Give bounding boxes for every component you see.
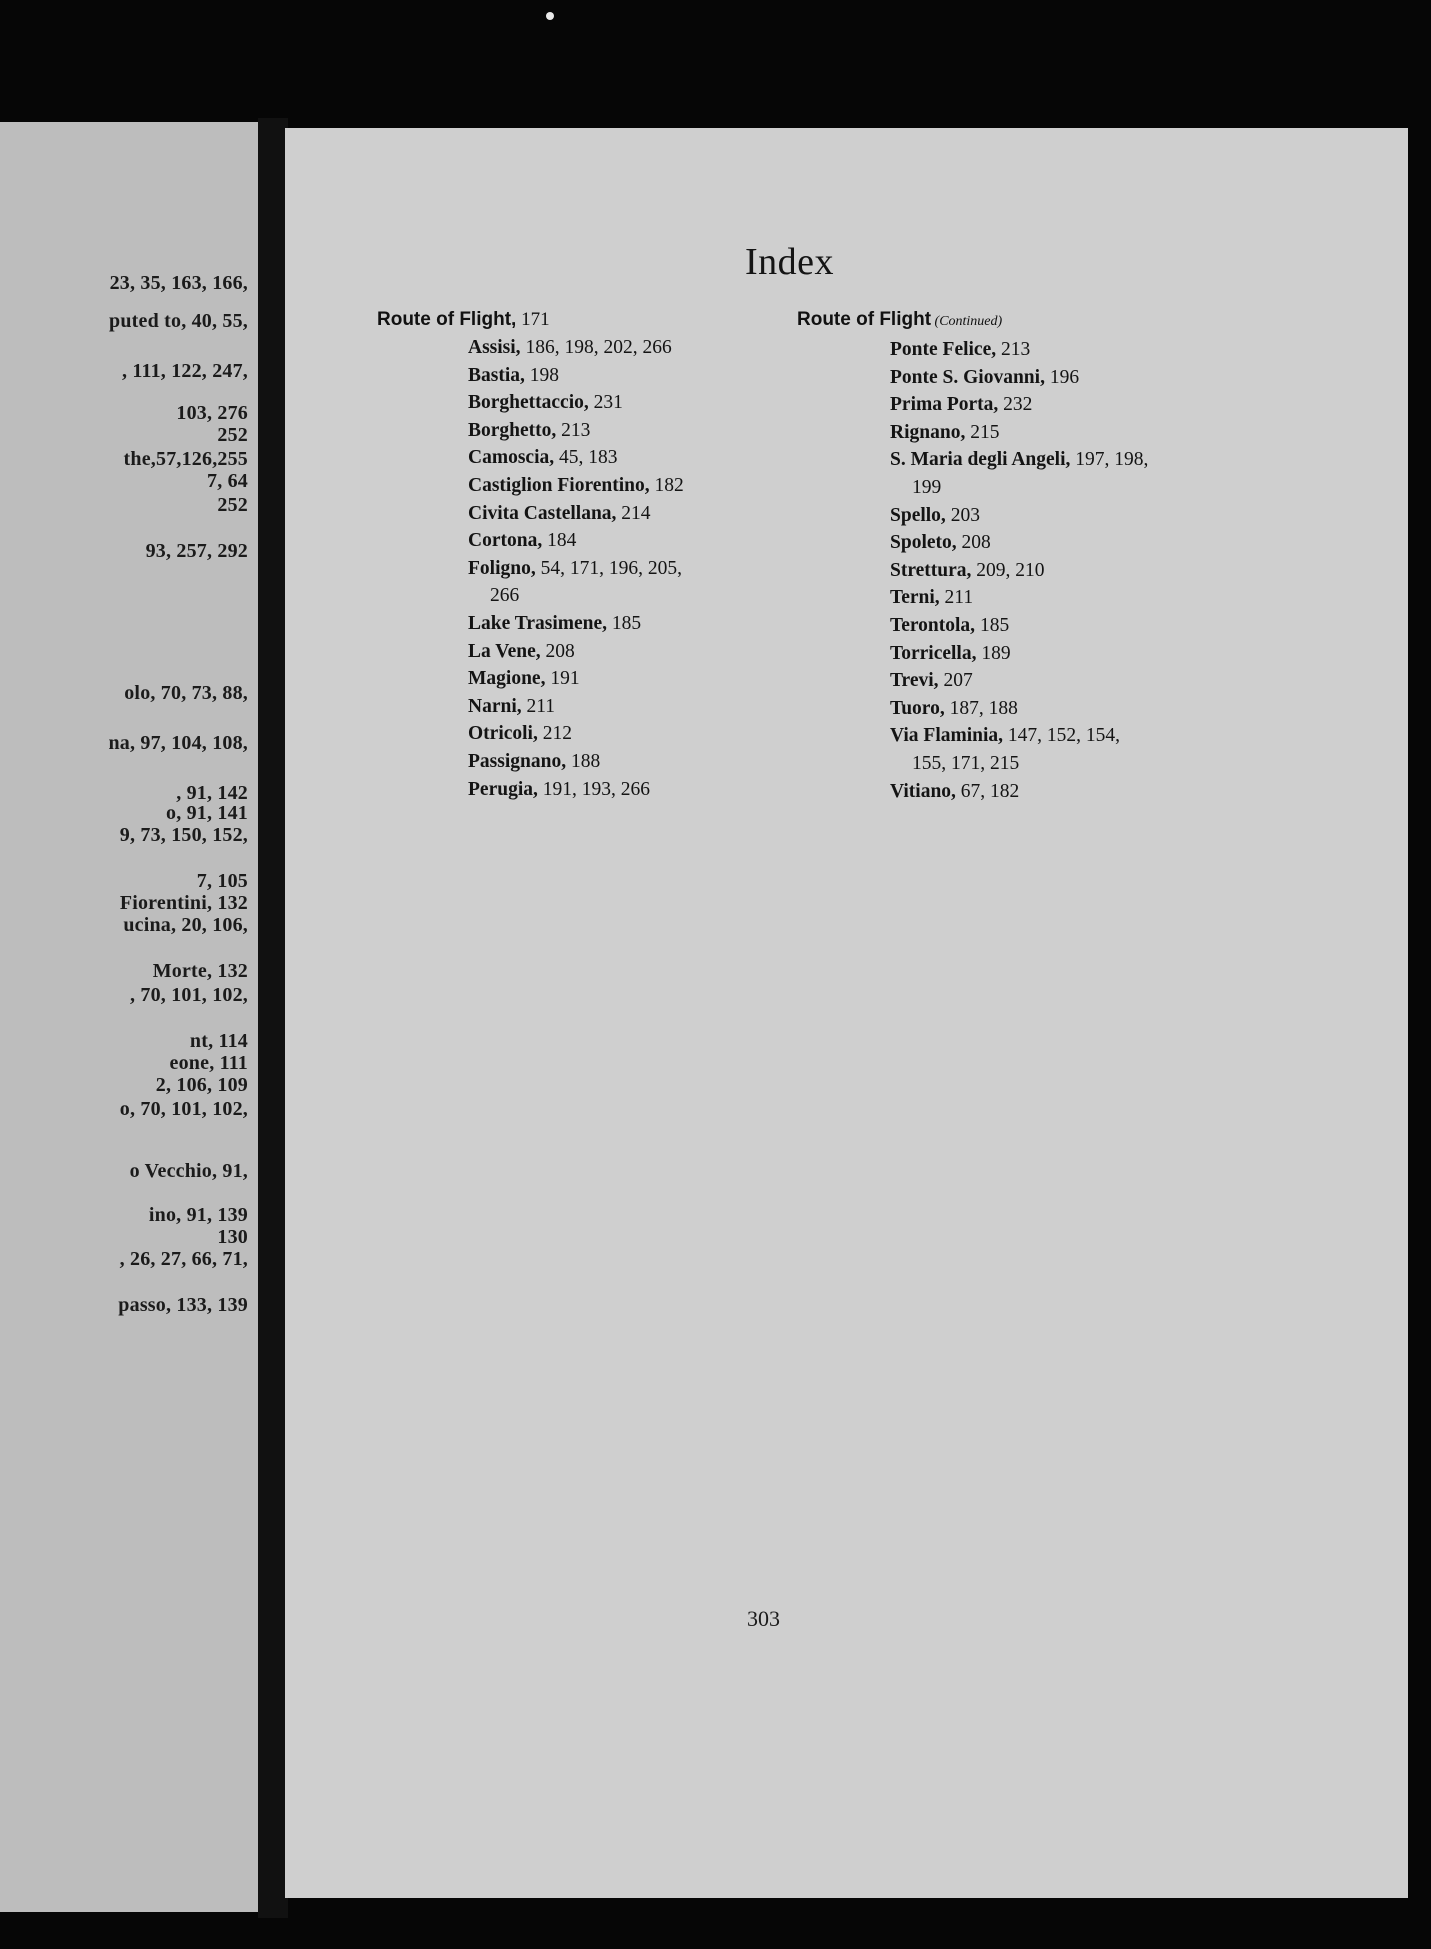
entry-name: Borghetto, [468, 419, 557, 441]
entry-pages: 67, 182 [955, 780, 1020, 802]
left-page-fragment: nt, 114 [189, 1030, 248, 1052]
entry-name: Trevi, [890, 670, 939, 692]
scan-speck [546, 12, 554, 20]
entry-pages: 189 [976, 642, 1011, 664]
index-entry [797, 667, 1148, 695]
entry-name: Terni, [890, 587, 940, 609]
entry-name: Torricella, [890, 642, 977, 664]
entry-name: Vitiano, [890, 780, 956, 802]
left-page-fragment: 2, 106, 109 [155, 1074, 248, 1096]
entry-pages: 213 [996, 339, 1031, 360]
entry-name: Magione, [468, 668, 546, 690]
left-page-fragment: eone, 111 [169, 1052, 248, 1074]
left-page-fragment: the,57,126,255 [123, 448, 248, 470]
entry-name: Strettura, [890, 559, 972, 581]
index-entry [377, 472, 684, 500]
entry-pages: 54, 171, 196, 205, [535, 557, 682, 579]
left-page-fragment: 7, 105 [196, 870, 248, 892]
index-entry [797, 336, 1148, 364]
index-heading-continued [797, 306, 1148, 336]
index-entry [797, 584, 1148, 612]
entry-pages: 203 [945, 504, 980, 526]
entry-pages: 191 [545, 668, 580, 690]
entry-pages: 186, 198, 202, 266 [520, 337, 672, 358]
index-entry [377, 389, 684, 417]
entry-name: Foligno, [468, 557, 536, 579]
index-column-1 [377, 306, 684, 803]
entry-pages: 185 [607, 612, 642, 634]
index-entry [377, 500, 684, 528]
entry-pages: 184 [542, 530, 577, 552]
left-page-fragment: 93, 257, 292 [145, 540, 248, 562]
index-entry [797, 529, 1148, 557]
left-page-fragment: 103, 276 [176, 402, 248, 424]
left-page-fragment: passo, 133, 139 [118, 1294, 248, 1316]
entry-pages: 45, 183 [554, 447, 618, 469]
index-entry [377, 776, 684, 804]
entry-name: La Vene, [468, 640, 541, 662]
heading-pages: 171 [516, 309, 550, 330]
heading-text: Route of Flight [797, 309, 932, 330]
left-page-fragment: 252 [217, 494, 248, 516]
index-entry [377, 693, 684, 721]
index-entry [377, 748, 684, 776]
entry-pages: 155, 171, 215 [912, 752, 1020, 774]
entry-pages: 231 [588, 392, 623, 414]
entry-name: Borghettaccio, [468, 392, 589, 414]
entry-pages: 211 [939, 587, 974, 609]
entry-name: Passignano, [468, 750, 567, 772]
entry-pages: 198 [524, 364, 560, 386]
entry-pages: 208 [540, 640, 575, 662]
entry-pages: 182 [649, 474, 684, 496]
entry-name: Prima Porta, [890, 394, 999, 416]
left-page-fragment: 130 [217, 1226, 248, 1248]
entry-pages: 211 [521, 695, 556, 717]
entry-name: Cortona, [468, 530, 543, 552]
index-entry [377, 444, 684, 472]
index-entry [377, 638, 684, 666]
entry-name: Camoscia, [468, 447, 555, 469]
left-page-fragment: ino, 91, 139 [148, 1204, 248, 1226]
entry-name: Ponte Felice, [890, 339, 997, 360]
entry-name: Ponte S. Giovanni, [890, 366, 1045, 388]
continued-note: (Continued) [931, 314, 1003, 329]
entry-pages: 185 [975, 614, 1010, 636]
entry-name: Narni, [468, 695, 522, 717]
entry-name: Rignano, [890, 421, 966, 443]
entry-pages: 214 [616, 502, 651, 524]
entry-pages: 208 [956, 532, 991, 554]
index-entry [797, 722, 1148, 750]
index-entry [797, 419, 1148, 447]
entry-name: Otricoli, [468, 723, 538, 745]
index-entry [797, 640, 1148, 668]
entry-name: Castiglion Fiorentino, [468, 474, 650, 496]
index-entry-continuation [377, 582, 684, 610]
entry-name: Bastia, [468, 364, 525, 386]
entry-name: Tuoro, [890, 697, 945, 719]
index-entry [797, 695, 1148, 723]
left-page-fragment: olo, 70, 73, 88, [124, 682, 248, 704]
left-page-fragment: , 111, 122, 247, [122, 360, 248, 382]
index-entry [797, 612, 1148, 640]
index-entry [797, 557, 1148, 585]
index-heading [377, 306, 684, 334]
left-page-fragment: , 70, 101, 102, [130, 984, 248, 1006]
left-page-fragment: na, 97, 104, 108, [108, 732, 248, 754]
index-entry [377, 527, 684, 555]
index-entry [377, 720, 684, 748]
entry-pages: 212 [537, 723, 572, 745]
index-column-2 [797, 306, 1148, 805]
left-page-fragment: puted to, 40, 55, [109, 310, 248, 332]
entry-pages: 215 [965, 421, 1000, 443]
index-entry [797, 364, 1148, 392]
entry-pages: 191, 193, 266 [537, 778, 650, 800]
page-number: 303 [747, 1606, 780, 1631]
entry-name: Via Flaminia, [890, 725, 1004, 747]
left-page-fragment: Fiorentini, 132 [119, 892, 248, 914]
left-page-fragment: , 26, 27, 66, 71, [119, 1248, 248, 1270]
left-page-fragment: 252 [217, 424, 248, 446]
facing-page-left [0, 122, 258, 1912]
entry-pages: 207 [938, 670, 973, 692]
left-page-fragment: Morte, 132 [152, 960, 248, 982]
entry-name: S. Maria degli Angeli, [890, 449, 1071, 471]
entry-name: Assisi, [468, 337, 521, 358]
index-page [285, 128, 1408, 1898]
entry-pages: 197, 198, [1070, 449, 1149, 471]
index-entry [377, 334, 684, 362]
entry-pages: 196 [1044, 366, 1080, 388]
index-entry-continuation [797, 750, 1148, 778]
entry-pages: 187, 188 [944, 697, 1018, 719]
entry-pages: 188 [566, 750, 601, 772]
left-page-fragment: ucina, 20, 106, [123, 914, 248, 936]
page-title: Index [745, 241, 835, 283]
index-entry [797, 502, 1148, 530]
left-page-fragment: o, 91, 141 [166, 802, 248, 824]
entry-pages: 209, 210 [971, 559, 1045, 581]
index-entry [377, 555, 684, 583]
index-entry [797, 391, 1148, 419]
left-page-fragment: o Vecchio, 91, [129, 1160, 248, 1182]
index-entry-continuation [797, 474, 1148, 502]
entry-name: Perugia, [468, 778, 538, 800]
left-page-fragment: 7, 64 [207, 470, 248, 492]
left-page-fragment: 23, 35, 163, 166, [109, 272, 248, 294]
heading-text: Route of Flight, [377, 309, 517, 330]
entry-name: Spello, [890, 504, 946, 526]
book-spine [258, 118, 288, 1918]
entry-name: Civita Castellana, [468, 502, 617, 524]
index-entry [797, 446, 1148, 474]
entry-pages: 266 [490, 585, 520, 607]
entry-pages: 147, 152, 154, [1003, 725, 1121, 747]
left-page-fragment: o, 70, 101, 102, [119, 1098, 248, 1120]
index-entry [377, 362, 684, 390]
index-entry [377, 610, 684, 638]
index-entry [797, 778, 1148, 806]
entry-pages: 213 [556, 419, 591, 441]
left-page-fragment: 9, 73, 150, 152, [119, 824, 248, 846]
index-entry [377, 665, 684, 693]
entry-name: Spoleto, [890, 532, 957, 554]
entry-pages: 232 [998, 394, 1033, 416]
entry-pages: 199 [912, 476, 942, 498]
entry-name: Terontola, [890, 614, 976, 636]
left-page-fragment: , 91, 142 [176, 782, 248, 804]
entry-name: Lake Trasimene, [468, 612, 608, 634]
index-entry [377, 417, 684, 445]
